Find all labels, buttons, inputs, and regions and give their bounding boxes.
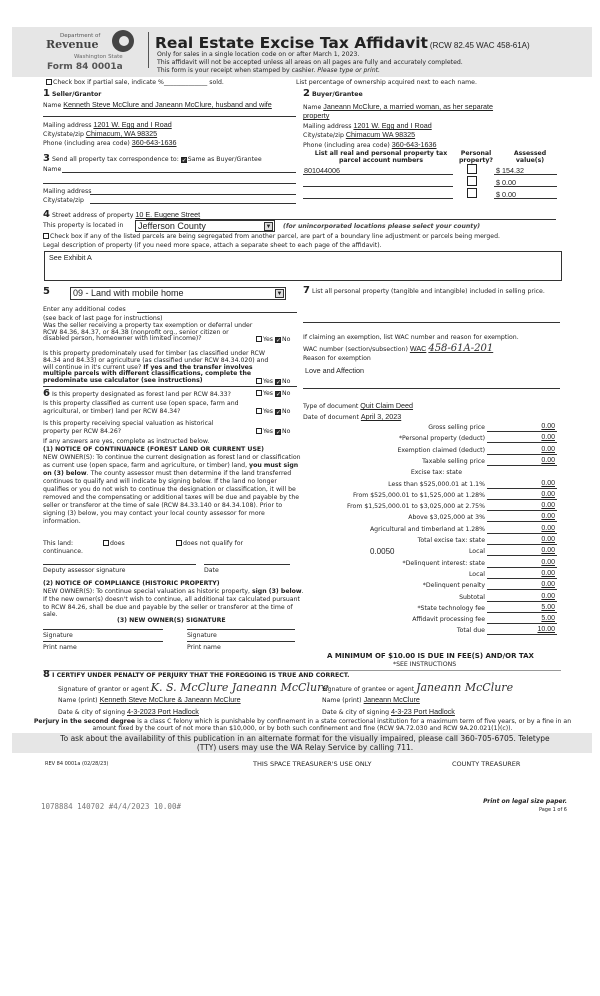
doc-date-row — [303, 412, 401, 421]
tax-row-line — [487, 454, 557, 455]
tax-row-line — [487, 612, 557, 613]
grantor-name-row — [58, 695, 241, 704]
segregated-row — [43, 233, 500, 240]
forest-answer — [256, 390, 290, 397]
tax-row — [300, 481, 557, 491]
additional-codes-label: Enter any additional codes — [43, 306, 126, 313]
yes-checkbox[interactable] — [256, 390, 262, 396]
buyer-mail-field[interactable]: 1201 W. Egg and I Road — [353, 121, 432, 130]
field-label: Name — [303, 104, 322, 111]
current-use-answer — [256, 408, 290, 415]
yes-label: Yes — [263, 390, 273, 397]
tax-row-line — [487, 601, 557, 602]
value-line — [494, 174, 557, 175]
value-line — [494, 186, 557, 187]
n1-text-2: . The county assessor must then determine if the land transferred continues to qualify and will indicate by signing below. If the land no longer qualifies or you do not wish to continue the designation or classification, it will be removed and the compensating or additional taxes will be due and payable by the seller or transferor at the time of sale (RCW 84.33.140 or 84.34.108). Prior to signing (3) below, you may contact your local county assessor for more information. — [43, 470, 300, 525]
legal-description-box[interactable] — [44, 251, 562, 281]
buyer-name-field[interactable]: Janeann McClure, a married woman, as her separate — [323, 102, 494, 111]
sec7-heading — [303, 287, 561, 296]
tax-row-line — [487, 544, 557, 545]
buyer-name-field-2[interactable]: property — [303, 111, 330, 120]
legal-paper-note: Print on legal size paper. — [483, 798, 567, 805]
tax-row-label: Affidavit processing fee — [412, 616, 485, 624]
seller-city-field[interactable]: Chimacum, WA 98325 — [85, 129, 158, 138]
field-label: Street address of property — [51, 212, 134, 219]
field-label: City/state/zip — [43, 131, 84, 138]
yes-checkbox[interactable] — [256, 408, 262, 414]
tax-row-label: From $1,525,000.01 to $3,025,000 at 2.75% — [347, 503, 485, 511]
seller-city-row — [43, 129, 157, 138]
see-instructions: *SEE INSTRUCTIONS — [393, 661, 457, 668]
buyer-city-field[interactable]: Chimacum WA 98325 — [345, 130, 416, 139]
reason-line — [303, 388, 560, 389]
seller-heading — [43, 88, 101, 99]
yes-checkbox[interactable] — [256, 336, 262, 342]
ownership-note: List percentage of ownership acquired next to each name. — [296, 79, 477, 86]
rev-code: REV 84 0001a (02/28/23) — [45, 761, 109, 767]
no-label: No — [281, 408, 291, 415]
notice-compliance-body — [43, 588, 305, 619]
sec3-city-line — [90, 203, 296, 204]
personal-property-checkbox[interactable] — [467, 164, 477, 174]
partial-sale-checkbox[interactable] — [46, 79, 52, 85]
partial-sale-label: Check box if partial sale, indicate % — [53, 79, 164, 86]
buyer-city-row — [303, 130, 415, 139]
seller-mail-row — [43, 120, 172, 129]
tax-row-label: Exemption claimed (deduct) — [397, 446, 485, 454]
value-line — [494, 198, 557, 199]
seller-phone-field[interactable]: 360-643-1636 — [131, 138, 177, 147]
tax-row-label: Total due — [456, 627, 485, 635]
yes-label: Yes — [263, 408, 273, 415]
personal-property-checkbox[interactable] — [467, 188, 477, 198]
does-checkbox[interactable] — [103, 540, 109, 546]
receipt-stamp: 1078884 140702 #4/4/2023 10.00# — [41, 802, 181, 811]
field-label: Mailing address — [43, 122, 92, 129]
page-title — [155, 34, 530, 52]
tax-row — [300, 605, 557, 615]
tax-row-value[interactable]: 0.00 — [541, 547, 555, 555]
no-checkbox[interactable]: ✓ — [275, 409, 281, 416]
section-number: 4 — [43, 209, 50, 220]
deputy-label: Deputy assessor signature — [43, 567, 126, 574]
continuance-label: continuance. — [43, 548, 83, 555]
reason-label: Reason for exemption — [303, 355, 371, 362]
sec3-mail-label: Mailing address — [43, 188, 92, 195]
new-owner-sig-title: (3) NEW OWNER(S) SIGNATURE — [117, 617, 226, 624]
n2-bold: sign (3) below — [251, 588, 302, 595]
land-use-value: 09 - Land with mobile home — [73, 288, 184, 298]
date-label: Date — [204, 567, 219, 574]
grantee-date-field[interactable]: 4-3-23 Port Hadlock — [390, 707, 455, 716]
divider — [43, 386, 297, 387]
section-number: 6 — [43, 388, 50, 399]
personal-header — [456, 150, 496, 164]
tax-row — [300, 514, 557, 524]
tax-row — [300, 537, 557, 547]
title-rcw: (RCW 82.45 WAC 458-61A) — [429, 41, 530, 50]
tax-row-label: *Delinquent penalty — [422, 582, 485, 590]
signature-label: Signature — [43, 632, 73, 639]
parcel-line — [303, 198, 453, 199]
n2-text-2: . If the new owner(s) doesn't wish to continue, all additional tax calculated pursuant to RCW 84.26, shall be due and payable by the seller or transferor at the time of sale. — [43, 588, 304, 619]
field-label: Date of document — [303, 414, 359, 421]
grantor-sig-row — [58, 681, 329, 694]
tax-row-label: Subtotal — [459, 593, 485, 601]
additional-codes-line — [137, 312, 297, 313]
seller-name-row — [43, 100, 272, 109]
field-label: Signature of grantor or agent — [58, 686, 149, 693]
print-name-line[interactable] — [43, 641, 163, 642]
deputy-sig-line[interactable] — [43, 564, 196, 565]
tax-row-line — [487, 499, 557, 500]
tax-row-label: Total excise tax: state — [417, 537, 485, 544]
notice-continuance-title: (1) NOTICE OF CONTINUANCE (FOREST LAND OR CURRENT USE) — [43, 446, 264, 453]
tax-row — [300, 503, 557, 513]
personal-header-1: Personal — [460, 150, 492, 157]
subtitle-3-text: This form is your receipt when stamped by cashier. — [157, 67, 318, 74]
sec3-city-label: City/state/zip — [43, 197, 84, 204]
assessed-header-2: value(s) — [515, 157, 545, 164]
tax-row-value[interactable]: 5.00 — [541, 615, 555, 623]
date-line[interactable] — [204, 564, 290, 565]
personal-header-2: property? — [459, 157, 493, 164]
tax-row — [300, 616, 557, 626]
does-label: does — [110, 540, 125, 547]
signature-label: Signature — [187, 632, 217, 639]
no-checkbox[interactable]: ✓ — [275, 379, 281, 386]
section-number: 3 — [43, 153, 50, 164]
tax-row-value[interactable]: 10.00 — [537, 626, 555, 634]
tax-row-label: Above $3,025,000 at 3% — [408, 514, 485, 522]
yes-checkbox[interactable] — [256, 378, 262, 384]
grantee-date-row — [322, 707, 455, 716]
parcel-header-1: List all real and personal property tax — [314, 150, 448, 157]
parcel-line — [303, 174, 453, 175]
tax-row — [300, 560, 557, 570]
yes-label: Yes — [263, 336, 273, 343]
sec3-text: Send all property tax correspondence to: — [51, 156, 179, 163]
minimum-due: A MINIMUM OF $10.00 IS DUE IN FEE(S) AND/OR TAX — [327, 652, 534, 660]
parcel-line — [303, 186, 453, 187]
property-address-field[interactable]: 10 E. Eugene Street — [135, 210, 201, 219]
assessed-value[interactable]: $ 0.00 — [496, 178, 516, 187]
field-label: Name — [43, 102, 62, 109]
tax-row-line — [487, 567, 557, 568]
tax-row-label: Gross selling price — [428, 424, 485, 431]
local-rate: 0.0050 — [370, 547, 395, 557]
dropdown-arrow-icon: ▼ — [265, 224, 272, 230]
tax-row-label: Agricultural and timberland at 1.28% — [369, 525, 485, 533]
legal-label: Legal description of property (if you need more space, attach a separate sheet to each page of the affidavit). — [43, 242, 382, 249]
state-label: Washington State — [74, 54, 123, 60]
tax-row — [300, 424, 557, 434]
print-name-label: Print name — [187, 644, 221, 651]
seller-name-line2 — [43, 116, 296, 117]
signature-line[interactable] — [43, 629, 163, 630]
does-not-option — [176, 540, 243, 547]
tax-row — [300, 492, 557, 502]
personal-property-checkbox[interactable] — [467, 176, 477, 186]
title-text: Real Estate Excise Tax Affidavit — [155, 34, 428, 52]
tax-row — [300, 469, 557, 479]
county-value: Jefferson County — [138, 221, 206, 231]
grantee-sig-row — [322, 681, 513, 694]
tax-row — [300, 526, 557, 536]
seller-mail-field[interactable]: 1201 W. Egg and I Road — [93, 120, 172, 129]
historical-answer — [256, 428, 290, 435]
same-as-buyer-label: Same as Buyer/Grantee — [187, 156, 262, 163]
no-label: No — [281, 336, 291, 343]
buyer-name-row — [303, 102, 493, 111]
doc-type-field[interactable]: Quit Claim Deed — [360, 401, 414, 410]
tax-row-label: From $525,000.01 to $1,525,000 at 1.28% — [352, 491, 485, 499]
assessed-header-1: Assessed — [513, 150, 547, 157]
tax-row-label: *State technology fee — [417, 604, 485, 612]
no-label: No — [281, 378, 291, 385]
county-note: (for unincorporated locations please select your county) — [283, 223, 481, 230]
yes-checkbox[interactable] — [256, 428, 262, 434]
tax-row-line — [487, 589, 557, 590]
does-not-label: does not qualify for — [183, 540, 244, 547]
tax-row — [300, 548, 557, 558]
n2-text: NEW OWNER(S): To continue special valuation as historic property, — [43, 588, 252, 595]
grantee-name-row — [322, 695, 420, 704]
field-label: Phone (including area code) — [43, 140, 130, 147]
tax-row-line — [487, 442, 557, 443]
parcel-number[interactable]: 801044006 — [304, 166, 340, 175]
no-checkbox[interactable]: ✓ — [275, 337, 281, 344]
sec3-heading — [43, 153, 262, 164]
header-divider — [148, 32, 149, 68]
historical-question: Is this property receiving special valuation as historical property per RCW 84.26? — [43, 420, 214, 435]
tax-row-value[interactable]: 0.00 — [541, 456, 555, 464]
tax-row — [300, 594, 557, 604]
tax-row-value[interactable]: 5.00 — [541, 603, 555, 611]
perjury-bold: Perjury in the second degree — [33, 718, 136, 725]
sec3-name-line — [62, 172, 296, 173]
signature-line[interactable] — [187, 629, 295, 630]
segregated-label: Check box if any of the listed parcels are being segregated from another parcel, are part of a boundary line adjustment or parcels being merged. — [50, 233, 500, 240]
parcel-header — [308, 150, 454, 164]
tax-row-label: *Delinquent interest: state — [402, 559, 485, 567]
if-any-yes: If any answers are yes, complete as instructed below. — [43, 438, 210, 445]
tax-row-line — [487, 510, 557, 511]
tax-row — [300, 627, 557, 637]
tax-row-value[interactable]: 0.00 — [541, 513, 555, 521]
perjury-text: is a class C felony which is punishable by confinement in a state correctional institution for a maximum term of five years, or by a fine in an amount fixed by the court of not more than $10,000, or by both such confinement and fine (RCW 9A.72.030 and RCW 9A.20.021(1)(c)). — [92, 718, 572, 732]
tax-row — [300, 435, 557, 445]
subtitle-3-italic: Please type or print. — [317, 67, 381, 74]
field-label: WAC number (section/subsection) — [303, 346, 408, 353]
seller-phone-row — [43, 138, 177, 147]
no-checkbox[interactable]: ✓ — [275, 391, 281, 398]
reason-field[interactable]: Love and Affection — [305, 366, 365, 375]
field-label: Phone (including area code) — [303, 142, 390, 149]
tax-row-value[interactable]: 0.00 — [541, 558, 555, 566]
located-label: This property is located in — [43, 222, 124, 229]
tax-row-line — [487, 431, 557, 432]
section-number: 7 — [303, 285, 310, 296]
timber-question-bold: If yes and the transfer involves multiple parcels with different classifications, complete the predominate use calculator (see instructions) — [43, 363, 253, 385]
sec3-mail-line — [90, 194, 296, 195]
tax-row-label: Taxable selling price — [422, 457, 485, 465]
assessed-value[interactable]: $ 154.32 — [496, 166, 524, 175]
subtitle-1: Only for sales in a single location code on or after March 1, 2023. — [157, 51, 360, 58]
certify-statement — [43, 669, 349, 680]
field-label: City/state/zip — [303, 132, 344, 139]
tax-row-line — [487, 533, 557, 534]
tax-row-line — [487, 623, 557, 624]
field-label: Type of document — [303, 403, 359, 410]
treasurer-use: THIS SPACE TREASURER'S USE ONLY — [253, 760, 372, 768]
perjury-notice — [30, 718, 575, 732]
doc-type-row — [303, 401, 413, 410]
tax-row-line — [487, 555, 557, 556]
forest-question — [43, 388, 231, 399]
personal-property-line[interactable] — [303, 322, 560, 323]
subtitle-3 — [157, 67, 380, 74]
wac-row — [303, 343, 493, 354]
yes-label: Yes — [263, 428, 273, 435]
dept-label: Department of — [60, 33, 101, 39]
tax-row-line — [487, 488, 557, 489]
tax-row-value[interactable]: 0.00 — [541, 536, 555, 543]
current-use-question: Is this property classified as current use (open space, farm and agricultural, or timber) land per RCW 84.34? — [43, 400, 239, 415]
sold-label: sold. — [209, 79, 224, 86]
grantor-date-row — [58, 707, 199, 716]
no-label: No — [281, 428, 291, 435]
revenue-logo-icon — [112, 30, 134, 52]
tax-row — [300, 447, 557, 457]
grantee-signature[interactable]: Janeann McClure — [416, 681, 514, 694]
exemption-question: Was the seller receiving a property tax exemption or deferral under RCW 84.36, 84.37, or 84.38 (nonprofit org., senior citizen or disabled person, homeowner with limited income)? — [43, 322, 253, 342]
grantor-signature[interactable]: K. S. McClure Janeann McClure — [150, 681, 329, 694]
sec7-text: List all personal property (tangible and intangible) included in selling price. — [311, 288, 545, 295]
tax-row-value[interactable]: 0.00 — [541, 434, 555, 442]
field-label: Name (print) — [322, 697, 362, 704]
assessed-header — [502, 150, 558, 164]
county-select[interactable] — [135, 220, 275, 232]
sec3-name-line2 — [43, 183, 296, 184]
tax-row-value[interactable]: 0.00 — [541, 479, 555, 487]
section-number: 8 — [43, 669, 50, 680]
subtitle-2: This affidavit will not be accepted unless all areas on all pages are fully and accurately completed. — [157, 59, 463, 66]
section-number: 1 — [43, 88, 50, 99]
sec3-name-label: Name — [43, 166, 62, 173]
timber-question-text: Is this property predominately used for timber (as classified under RCW 84.34 and 84.33) or agriculture (as classified under RCW 84.34.020) and will continue in it's current use? — [43, 350, 269, 371]
field-label: Mailing address — [303, 123, 352, 130]
yes-label: Yes — [263, 378, 273, 385]
section-number: 2 — [303, 88, 310, 99]
parcel-header-2: parcel account numbers — [338, 157, 424, 164]
tax-row-value[interactable]: 0.00 — [541, 581, 555, 589]
tax-row-line — [487, 465, 557, 466]
see-back-note: (see back of last page for instructions) — [43, 315, 163, 322]
timber-answer — [256, 378, 290, 385]
buyer-mail-row — [303, 121, 432, 130]
partial-sale-row: Check box if partial sale, indicate %______________ sold. — [46, 79, 224, 86]
tax-row-label: Local — [468, 548, 485, 556]
land-use-select[interactable] — [70, 287, 286, 300]
notice-compliance-title: (2) NOTICE OF COMPLIANCE (HISTORIC PROPERTY) — [43, 580, 220, 587]
wac-prefix: WAC — [409, 344, 427, 353]
assessed-value[interactable]: $ 0.00 — [496, 190, 516, 199]
section-title: Buyer/Grantee — [311, 91, 363, 98]
segregated-checkbox[interactable] — [43, 233, 49, 239]
sec5-number: 5 — [43, 286, 50, 297]
forest-question-text: Is this property designated as forest land per RCW 84.33? — [51, 391, 231, 398]
print-name-label: Print name — [43, 644, 77, 651]
timber-question — [43, 351, 275, 385]
print-name-line[interactable] — [187, 641, 295, 642]
legal-description-text: See Exhibit A — [49, 253, 92, 262]
tax-row-line — [487, 578, 557, 579]
grantor-name-field[interactable]: Kenneth Steve McClure & Janeann McClure — [99, 695, 241, 704]
exemption-note: If claiming an exemption, list WAC number and reason for exemption. — [303, 334, 519, 341]
section-title: Seller/Grantor — [51, 91, 102, 98]
does-not-checkbox[interactable] — [176, 540, 182, 546]
field-label: Name (print) — [58, 697, 98, 704]
field-label: Signature of grantee or agent — [322, 686, 415, 693]
tax-row-line — [487, 634, 557, 635]
wac-field[interactable]: 458-61A-201 — [428, 343, 494, 354]
same-as-buyer-checkbox[interactable]: ✓ — [181, 157, 187, 164]
buyer-heading — [303, 88, 363, 99]
tax-row — [300, 582, 557, 592]
tax-row-value[interactable]: 0.00 — [541, 592, 555, 600]
tax-row-value[interactable]: 0.00 — [541, 502, 555, 510]
no-checkbox[interactable]: ✓ — [275, 429, 281, 436]
field-label: Date & city of signing — [58, 709, 126, 716]
tax-row-line — [487, 521, 557, 522]
tax-row-label: *Personal property (deduct) — [398, 435, 485, 443]
tax-row-value[interactable]: 0.00 — [541, 423, 555, 430]
grantor-date-field[interactable]: 4-3-2023 Port Hadlock — [126, 707, 199, 716]
form-number: Form 84 0001a — [47, 62, 123, 72]
no-label: No — [281, 390, 291, 397]
does-option — [103, 540, 125, 547]
tax-row-value[interactable]: 0.00 — [541, 524, 555, 532]
revenue-logo-text: Revenue — [46, 38, 99, 51]
n1-text: NEW OWNER(S): To continue the current designation as forest land or classification as current use (open space, farm and agriculture, or timber) land, — [43, 454, 301, 469]
this-land-label: This land: — [43, 540, 74, 547]
tax-row — [300, 571, 557, 581]
n1-bold: you must sign on (3) below — [43, 462, 299, 477]
doc-date-field[interactable]: April 3, 2023 — [360, 412, 402, 421]
tax-row-label: Less than $525,000.01 at 1.1% — [388, 480, 485, 488]
tax-row-label: Local — [468, 570, 485, 578]
dropdown-arrow-icon: ▼ — [276, 291, 283, 297]
grantee-name-field[interactable]: Janeann McClure — [363, 695, 420, 704]
certify-text: I CERTIFY UNDER PENALTY OF PERJURY THAT THE FOREGOING IS TRUE AND CORRECT. — [52, 672, 350, 679]
buyer-phone-row — [303, 140, 437, 149]
page-number: Page 1 of 6 — [538, 807, 567, 813]
exemption-answer — [256, 336, 290, 343]
tax-row — [300, 458, 557, 468]
tax-row-value[interactable]: 0.00 — [541, 445, 555, 453]
notice-continuance-body — [43, 454, 301, 526]
seller-name-field[interactable]: Kenneth Steve McClure and Janeann McClure, husband and wife — [63, 100, 272, 109]
tax-row-value[interactable]: 0.00 — [541, 490, 555, 498]
tax-row-value[interactable]: 0.00 — [541, 569, 555, 577]
buyer-phone-field[interactable]: 360-643-1636 — [391, 140, 437, 149]
field-label: Date & city of signing — [322, 709, 390, 716]
county-treasurer: COUNTY TREASURER — [452, 760, 521, 768]
alt-format-notice: To ask about the availability of this publication in an alternate format for the visually impaired, please call 360-705-6705. Teletype (TTY) users may use the WA Relay Service by calling 711. — [60, 734, 550, 752]
tax-row-label: Excise tax: state — [410, 469, 462, 477]
